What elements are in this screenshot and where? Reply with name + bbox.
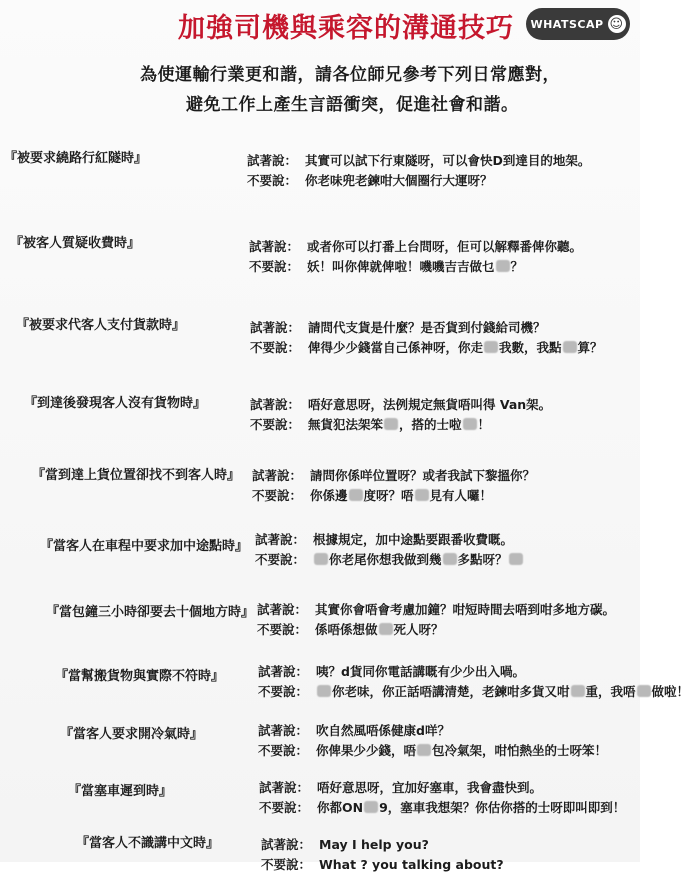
censored-word xyxy=(496,260,510,272)
dont-label: 不要說： xyxy=(250,340,301,355)
try-saying-line xyxy=(259,778,542,796)
dont-text: 你老味兜老鍊咁大個圈行大運呀？ xyxy=(305,173,493,188)
dont-text: 包冷氣架，咁怕熱坐的士呀笨！ xyxy=(432,743,608,758)
try-saying-line xyxy=(261,835,429,853)
dont-text: 你老尾你想我做到幾 xyxy=(329,552,442,567)
situation-heading: 『當塞車遲到時』 xyxy=(68,784,173,799)
intro-line-2: 避免工作上產生言語衝突，促進社會和諧。 xyxy=(186,95,519,115)
try-saying-line xyxy=(258,662,525,680)
dont-text: 死人呀？ xyxy=(393,622,444,637)
try-text: 唔好意思呀，宜加好塞車，我會盡快到。 xyxy=(317,780,543,795)
dont-label: 不要說： xyxy=(261,857,312,872)
dont-text: ，搭的士啦 xyxy=(399,417,462,432)
try-text: 其實可以試下行東隧呀，可以會快D到達目的地架。 xyxy=(305,153,591,168)
dont-label: 不要說： xyxy=(249,259,300,274)
try-text: 或者你可以打番上台問呀，佢可以解釋番俾你聽。 xyxy=(307,239,583,254)
censored-word xyxy=(563,341,577,353)
dont-say-line xyxy=(247,171,493,189)
try-label: 試著說： xyxy=(259,780,310,795)
situation-heading: 『當客人不識講中文時』 xyxy=(76,836,220,851)
try-text: 其實你會唔會考慮加鐘？咁短時間去唔到咁多地方碳。 xyxy=(315,602,616,617)
dont-label: 不要說： xyxy=(258,684,309,699)
dont-text: 做啦！ xyxy=(651,684,689,699)
dont-text: ！ xyxy=(477,417,491,432)
situation-heading: 『到達後發現客人沒有貨物時』 xyxy=(24,396,207,411)
dont-say-line xyxy=(252,486,492,504)
situation-heading: 『被要求繞路行紅隧時』 xyxy=(4,151,148,166)
try-text: 吹自然風唔係健康d咩？ xyxy=(316,723,450,738)
censored-word xyxy=(349,489,363,501)
dont-say-line xyxy=(255,550,524,568)
try-saying-line xyxy=(255,530,513,548)
intro-line-1: 為使運輸行業更和諧，請各位師兄參考下列日常應對， xyxy=(140,65,560,85)
dont-text: 你俾果少少錢，唔 xyxy=(316,743,417,758)
dont-label: 不要說： xyxy=(257,622,308,637)
censored-word xyxy=(509,553,523,565)
smile-icon: ☺ xyxy=(609,16,624,32)
try-saying-line xyxy=(249,237,582,255)
dont-text: 妖！叫你俾就俾啦！嘰嘰吉吉做乜 xyxy=(307,259,495,274)
try-text: May I help you? xyxy=(319,837,429,852)
dont-text: 無貨犯法架笨 xyxy=(308,417,384,432)
try-saying-line xyxy=(247,151,590,169)
try-label: 試著說： xyxy=(261,837,312,852)
try-text: 請問代支貨是什麼？是否貨到付錢給司機？ xyxy=(308,320,546,335)
censored-word xyxy=(379,623,393,635)
situation-heading: 『被客人質疑收費時』 xyxy=(10,236,141,251)
dont-text: ？ xyxy=(510,259,524,274)
dont-label: 不要說： xyxy=(258,743,309,758)
dont-text: 重，我唔 xyxy=(585,684,636,699)
whatscap-badge xyxy=(526,8,630,40)
dont-label: 不要說： xyxy=(247,173,298,188)
try-text: 根據規定，加中途點要跟番收費嘅。 xyxy=(313,532,514,547)
dont-label: 不要說： xyxy=(250,417,301,432)
dont-text: What ? you talking about? xyxy=(319,857,504,872)
try-label: 試著說： xyxy=(258,723,309,738)
try-label: 試著說： xyxy=(252,468,303,483)
dont-say-line xyxy=(250,415,490,433)
censored-word xyxy=(317,685,331,697)
try-text: 唔好意思呀，法例規定無貨唔叫得 Van架。 xyxy=(308,397,552,412)
try-label: 試著說： xyxy=(250,397,301,412)
dont-text: 俾得少少錢當自己係神呀，你走 xyxy=(308,340,484,355)
situation-heading: 『被要求代客人支付貨款時』 xyxy=(16,318,186,333)
dont-text: 係唔係想做 xyxy=(315,622,378,637)
dont-text: 見有人囉！ xyxy=(429,488,493,503)
censored-word xyxy=(364,801,378,813)
dont-text: 算？ xyxy=(577,340,603,355)
try-saying-line xyxy=(257,600,615,618)
try-label: 試著說： xyxy=(249,239,300,254)
try-text: 請問你係咩位置呀？或者我試下黎搵你？ xyxy=(310,468,536,483)
dont-label: 不要說： xyxy=(252,488,303,503)
try-label: 試著說： xyxy=(255,532,306,547)
try-saying-line xyxy=(258,721,450,739)
try-saying-line xyxy=(252,466,535,484)
censored-word xyxy=(637,685,651,697)
situation-heading: 『當到達上貨位置卻找不到客人時』 xyxy=(32,468,241,483)
dont-label: 不要說： xyxy=(255,552,306,567)
dont-label: 不要說： xyxy=(259,800,310,815)
dont-say-line xyxy=(250,338,603,356)
dont-text: 9，塞車我想架？你估你搭的士呀即叫即到！ xyxy=(379,800,626,815)
poster-title: 加強司機與乘容的溝通技巧 xyxy=(178,13,514,44)
situation-heading: 『當客人在車程中要求加中途點時』 xyxy=(40,539,249,554)
dont-say-line xyxy=(258,741,607,759)
try-text: 咦？d貨同你電話講嘅有少少出入喎。 xyxy=(316,664,525,679)
dont-text: 我數，我點 xyxy=(499,340,562,355)
try-label: 試著說： xyxy=(250,320,301,335)
dont-text: 你老味，你正話唔講清楚，老鍊咁多貨又咁 xyxy=(332,684,570,699)
censored-word xyxy=(415,489,429,501)
dont-say-line xyxy=(249,257,523,275)
dont-say-line xyxy=(257,620,444,638)
censored-word xyxy=(571,685,585,697)
dont-text: 你都ON xyxy=(317,800,364,815)
dont-text: 度呀？唔 xyxy=(363,488,414,503)
censored-word xyxy=(443,553,457,565)
dont-text: 多點呀？ xyxy=(457,552,508,567)
badge-label: WHATSCAP xyxy=(530,17,604,31)
dont-say-line xyxy=(261,855,504,873)
censored-word xyxy=(463,418,477,430)
try-label: 試著說： xyxy=(247,153,298,168)
censored-word xyxy=(314,553,328,565)
dont-text: 你係邊 xyxy=(310,488,348,503)
situation-heading: 『當幫搬貨物與實際不符時』 xyxy=(55,669,225,684)
try-label: 試著說： xyxy=(258,664,309,679)
try-label: 試著說： xyxy=(257,602,308,617)
try-saying-line xyxy=(250,318,546,336)
dont-say-line xyxy=(259,798,625,816)
situation-heading: 『當客人要求開冷氣時』 xyxy=(60,727,204,742)
try-saying-line xyxy=(250,395,551,413)
situation-heading: 『當包鐘三小時卻要去十個地方時』 xyxy=(46,605,255,620)
censored-word xyxy=(384,418,398,430)
censored-word xyxy=(417,744,431,756)
censored-word xyxy=(484,341,498,353)
dont-say-line xyxy=(258,682,689,700)
